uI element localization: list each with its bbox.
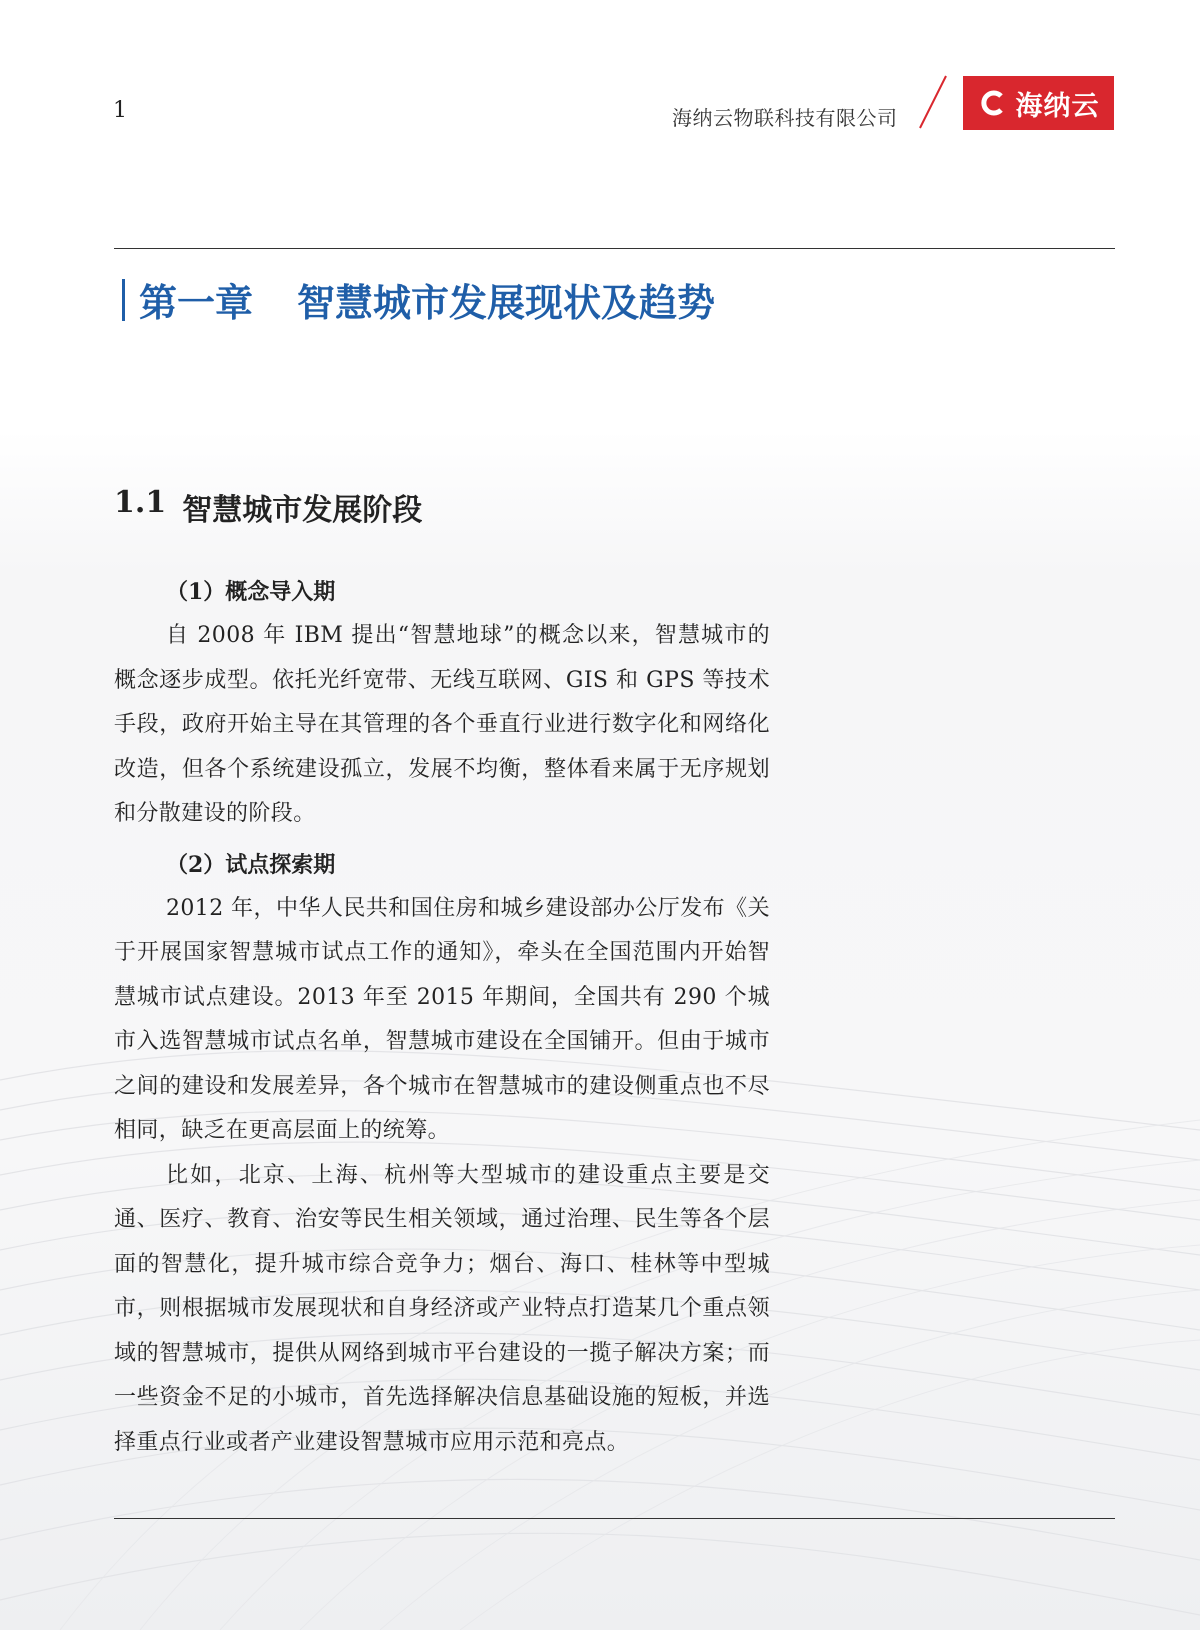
subheading-pilot-stage: （2）试点探索期 xyxy=(166,851,336,878)
page-number: 1 xyxy=(113,98,127,123)
brand-logo xyxy=(963,76,1114,130)
top-rule xyxy=(114,248,1115,249)
subheading-concept-stage: （1）概念导入期 xyxy=(166,579,336,605)
bottom-rule xyxy=(114,1518,1115,1519)
paragraph-concept-stage: 自 2008 年 IBM 提出“智慧地球”的概念以来，智慧城市的概念逐步成型。依托光纤宽带、无线互联网、GIS 和 GPS 等技术手段，政府开始主导在其管理的各个垂直行业进行数字化和网络化改造，但各个系统建设孤立，发展不均衡，整体看来属于无序规划和分散建设的阶段。 xyxy=(114,623,770,826)
section-title: 智慧城市发展阶段 xyxy=(182,493,423,528)
chapter-heading xyxy=(114,272,715,327)
paragraph-pilot-stage-1: 2012 年，中华人民共和国住房和城乡建设部办公厅发布《关于开展国家智慧城市试点工作的通知》，牵头在全国范围内开始智慧城市试点建设。2013 年至 2015 年期间，全国共有 290 个城市入选智慧城市试点名单，智慧城市建设在全国铺开。但由于城市之间的建设和发展差异，各个城市在智慧城市的建设侧重点也不尽相同，缺乏在更高层面上的统筹。 xyxy=(114,895,770,1143)
header-divider-slash xyxy=(918,74,948,130)
section-number: 1.1 xyxy=(114,485,167,520)
body-text xyxy=(114,570,770,1465)
chapter-title: 智慧城市发展现状及趋势 xyxy=(297,280,716,325)
chapter-bar xyxy=(122,279,125,321)
section-heading xyxy=(114,485,422,529)
chapter-number: 第一章 xyxy=(139,280,254,325)
logo-text: 海纳云 xyxy=(1015,90,1100,122)
paragraph-pilot-stage-2: 比如，北京、上海、杭州等大型城市的建设重点主要是交通、医疗、教育、治安等民生相关领域，通过治理、民生等各个层面的智慧化，提升城市综合竞争力；烟台、海口、桂林等中型城市，则根据城市发展现状和自身经济或产业特点打造某几个重点领域的智慧城市，提供从网络到城市平台建设的一揽子解决方案；而一些资金不足的小城市，首先选择解决信息基础设施的短板，并选择重点行业或者产业建设智慧城市应用示范和亮点。 xyxy=(114,1162,770,1455)
logo-c-icon xyxy=(978,88,1008,118)
company-name: 海纳云物联科技有限公司 xyxy=(672,106,898,130)
